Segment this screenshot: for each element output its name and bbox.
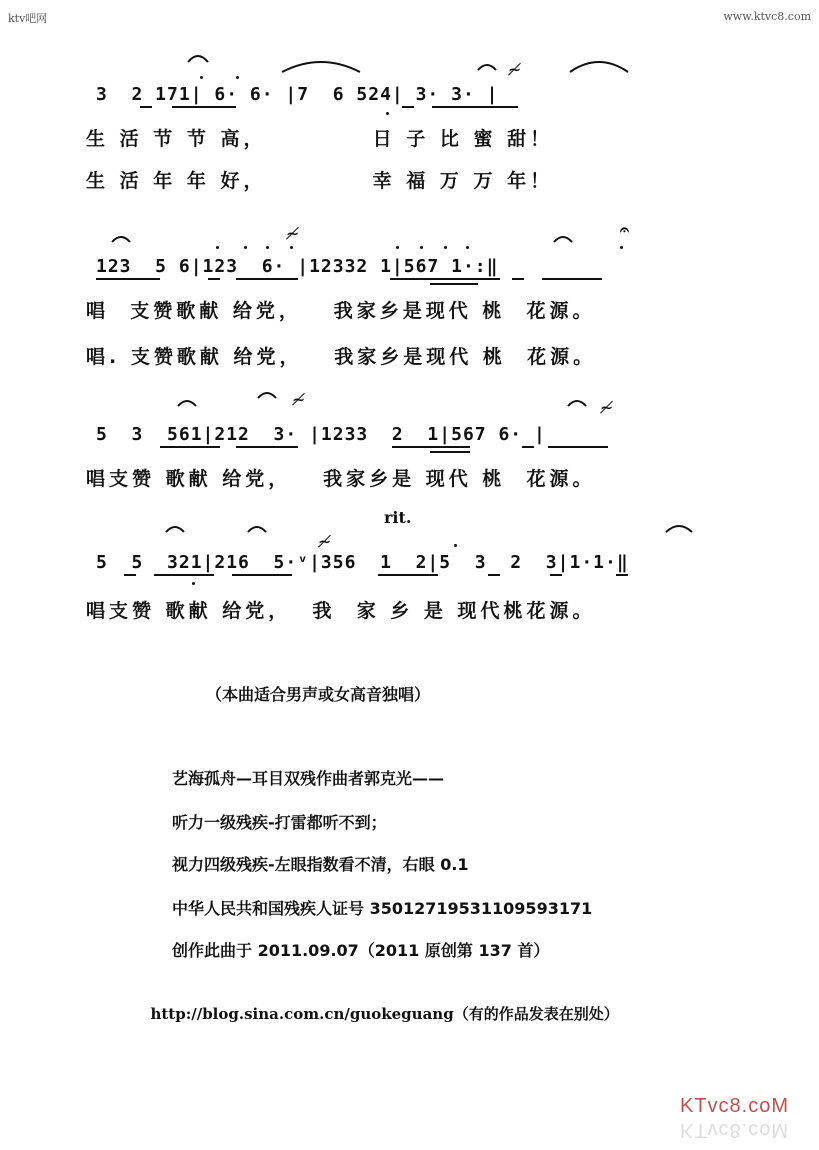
- underline-mark: [542, 278, 602, 280]
- info-line-2: 听力一级残疾-打雷都听不到；: [172, 813, 387, 832]
- underline-mark: [378, 574, 438, 576]
- info-line-1: 艺海孤舟—耳目双残作曲者郭克光——: [172, 769, 445, 788]
- lyric-line-2b: 唱. 支赞歌献 给党， 我家乡是现代 桃 花源。: [86, 346, 597, 368]
- underline-mark: [488, 574, 500, 576]
- watermark-left: ktv吧网: [8, 12, 48, 25]
- underline-mark: [522, 446, 534, 448]
- mordent-icon: ≁: [318, 532, 332, 551]
- slur-mark: [566, 396, 588, 408]
- underline-mark: [236, 278, 298, 280]
- octave-dot: [216, 246, 219, 249]
- underline-mark: [154, 574, 214, 576]
- underline-mark: [392, 446, 470, 448]
- underline-mark: [430, 451, 470, 453]
- lyric-line-1b: 生 活 年 年 好， 幸 福 万 万 年！: [86, 170, 554, 192]
- octave-dot: [466, 246, 469, 249]
- underline-mark: [548, 446, 608, 448]
- slur-mark: [246, 522, 268, 534]
- underline-mark: [232, 574, 292, 576]
- slur-mark: [164, 522, 186, 534]
- octave-dot: [200, 76, 203, 79]
- performance-note: （本曲适合男声或女高音独唱）: [206, 685, 431, 704]
- slur-mark: [176, 396, 198, 408]
- underline-mark: [140, 106, 152, 108]
- octave-dot: [454, 544, 457, 547]
- watermark-right: www.ktvc8.com: [723, 10, 811, 23]
- slur-mark: [110, 232, 132, 244]
- notation-line-2: 123 5 6|123 6· |12332 1|567 1·:‖: [96, 256, 499, 277]
- lyric-line-2a: 唱 支赞歌献 给党， 我家乡是现代 桃 花源。: [86, 300, 596, 322]
- notation-line-3: 5 3 561|212 3· |1233 2 1|567 6· |: [96, 424, 546, 445]
- slur-mark: [186, 50, 210, 64]
- underline-mark: [550, 574, 562, 576]
- octave-dot: [444, 246, 447, 249]
- slur-mark: [664, 520, 694, 534]
- underline-mark: [160, 446, 220, 448]
- underline-mark: [432, 106, 518, 108]
- underline-mark: [390, 278, 500, 280]
- underline-mark: [172, 106, 236, 108]
- blog-link-line: [140, 985, 619, 1024]
- mordent-icon: ≁: [286, 224, 300, 243]
- slur-mark: [256, 388, 278, 400]
- fermata-icon: 𝄐: [620, 220, 629, 239]
- octave-dot: [420, 246, 423, 249]
- info-line-5: 创作此曲于 2011.09.07（2011 原创第 137 首）: [172, 941, 550, 960]
- octave-dot: [266, 246, 269, 249]
- octave-dot: [620, 246, 623, 249]
- link-note: （有的作品发表在别处）: [453, 1005, 619, 1023]
- octave-dot: [244, 246, 247, 249]
- notation-line-1: 3 2 171| 6· 6· |7 6 524| 3· 3· |: [96, 84, 499, 105]
- lyric-line-1a: 生 活 节 节 高， 日 子 比 蜜 甜！: [86, 128, 554, 150]
- octave-dot: [290, 246, 293, 249]
- mordent-icon: ≁: [508, 60, 522, 79]
- notation-line-4: 5 5 321|216 5·ᵛ|356 1 2|5 3 2 3|1·1·‖: [96, 552, 629, 573]
- octave-dot: [396, 246, 399, 249]
- octave-dot: [386, 112, 389, 115]
- info-line-4: 中华人民共和国残疾人证号 35012719531109593171: [172, 899, 593, 918]
- underline-mark: [616, 574, 628, 576]
- tempo-mark: rit.: [384, 508, 412, 527]
- mordent-icon: ≁: [600, 398, 614, 417]
- underline-mark: [512, 278, 524, 280]
- site-logo: KTvc8.coM: [680, 1095, 790, 1117]
- lyric-line-4: 唱支赞 歌献 给党， 我 家 乡 是 现代桃花源。: [86, 600, 596, 622]
- underline-mark: [236, 446, 298, 448]
- slur-mark: [280, 56, 362, 74]
- slur-mark: [568, 56, 630, 74]
- underline-mark: [96, 278, 160, 280]
- underline-mark: [124, 574, 136, 576]
- octave-dot: [236, 76, 239, 79]
- mordent-icon: ≁: [292, 390, 306, 409]
- underline-mark: [430, 283, 478, 285]
- lyric-line-3: 唱支赞 歌献 给党， 我家乡是 现代 桃 花源。: [86, 468, 596, 490]
- slur-mark: [552, 232, 574, 244]
- slur-mark: [476, 60, 498, 72]
- info-line-3: 视力四级残疾-左眼指数看不清，右眼 0.1: [172, 855, 469, 874]
- underline-mark: [402, 106, 414, 108]
- blog-link[interactable]: http://blog.sina.com.cn/guokeguang: [150, 1005, 454, 1023]
- octave-dot: [192, 582, 195, 585]
- site-logo-reflection: KTvc8.coM: [680, 1119, 790, 1141]
- underline-mark: [208, 278, 220, 280]
